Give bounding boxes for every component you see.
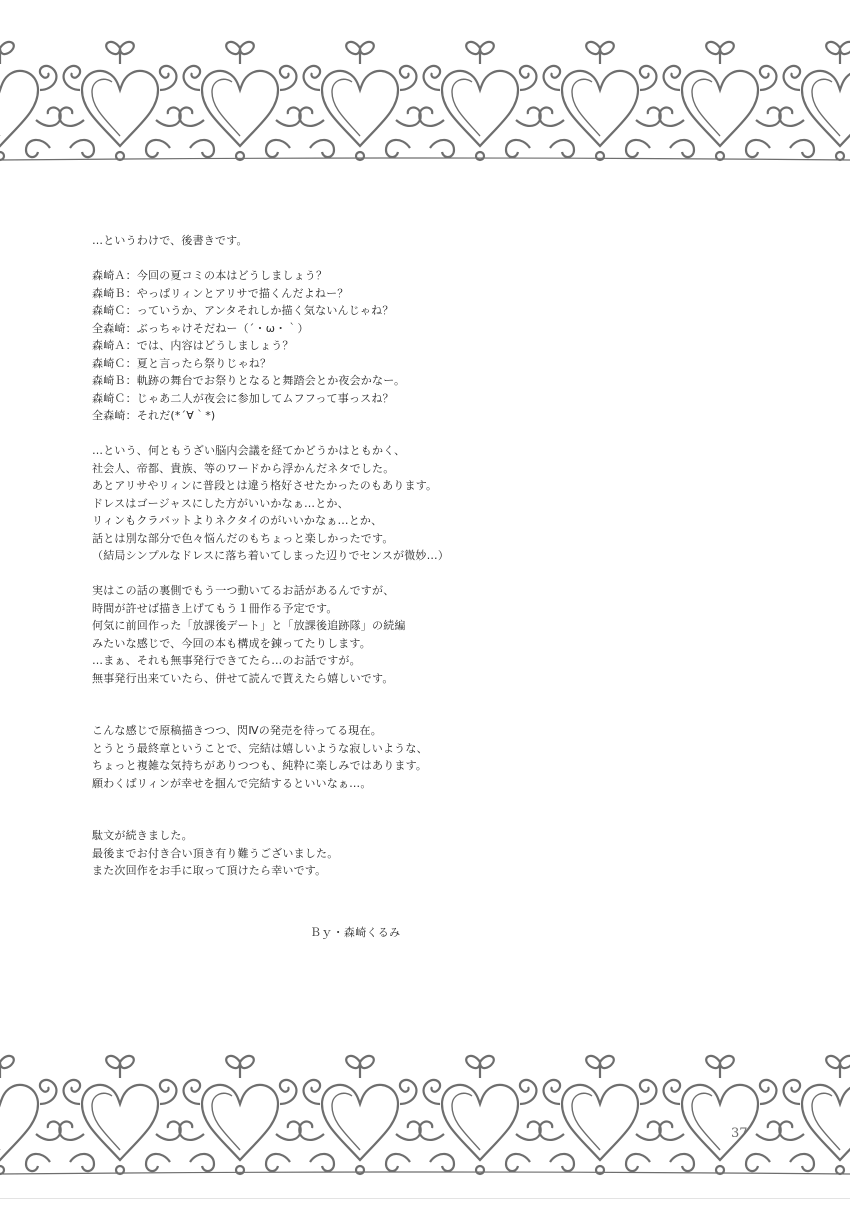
author-byline: Ｂｙ・森崎くるみ xyxy=(310,926,401,939)
paragraph-line: 実はこの話の裏側でもう一つ動いてるお話があるんですが、 xyxy=(92,584,395,597)
bottom-lace-border xyxy=(0,1042,850,1177)
paragraph-line: 無事発行出来ていたら、併せて読んで貰えたら嬉しいです。 xyxy=(92,671,394,685)
paragraph-line: …まぁ、それも無事発行できてたら…のお話ですが。 xyxy=(92,654,361,667)
paragraph-line: 話とは別な部分で色々悩んだのもちょっと楽しかったです。 xyxy=(92,531,394,545)
paragraph-line: 駄文が続きました。 xyxy=(92,829,193,842)
paragraph-line: （結局シンプルなドレスに落ち着いてしまった辺りでセンスが微妙…） xyxy=(92,549,450,562)
paragraph-line: 何気に前回作った「放課後デート」と「放課後追跡隊」の続編 xyxy=(92,619,406,632)
afterword-text xyxy=(92,232,792,880)
paragraph-line: みたいな感じで、今回の本も構成を錬ってたりします。 xyxy=(92,636,371,650)
bottom-divider xyxy=(0,1198,850,1199)
paragraph-4 xyxy=(92,827,792,880)
paragraph-line: こんな感じで原稿描きつつ、閃Ⅳの発売を待ってる現在。 xyxy=(92,724,382,737)
dialogue-line: 森崎Ｂ：軌跡の舞台でお祭りとなると舞踏会とか夜会かなー。 xyxy=(92,374,406,387)
paragraph-line: 社会人、帝都、貴族、等のワードから浮かんだネタでした。 xyxy=(92,461,395,475)
paragraph-3 xyxy=(92,722,792,792)
dialogue-line: 森崎Ａ：では、内容はどうしましょう？ xyxy=(92,339,294,352)
dialogue-line: 全森崎：ぶっちゃけそだねー（´・ω・｀） xyxy=(92,321,309,335)
paragraph-line: …という、何ともうざい脳内会議を経てかどうかはともかく、 xyxy=(92,444,406,457)
paragraph-1 xyxy=(92,442,792,565)
paragraph-line: 時間が許せば描き上げてもう１冊作る予定です。 xyxy=(92,601,338,615)
dialogue-line: 森崎Ａ：今回の夏コミの本はどうしましょう？ xyxy=(92,269,328,282)
dialogue-line: 森崎Ｂ：やっぱリィンとアリサで描くんだよねー？ xyxy=(92,286,349,300)
paragraph-line: 最後までお付き合い頂き有り難うございました。 xyxy=(92,846,339,860)
dialogue-line: 森崎Ｃ：じゃあ二人が夜会に参加してムフフって事っスね？ xyxy=(92,391,394,405)
paragraph-line: 願わくばリィンが幸せを掴んで完結するといいなぁ…。 xyxy=(92,776,372,790)
top-lace-border xyxy=(0,28,850,163)
paragraph-line: また次回作をお手に取って頂けたら幸いです。 xyxy=(92,864,327,877)
dialogue-line: 森崎Ｃ：っていうか、アンタそれしか描く気ないんじゃね？ xyxy=(92,304,394,317)
dialogue-block xyxy=(92,267,792,425)
paragraph-line: リィンもクラバットよりネクタイのがいいかなぁ…とか、 xyxy=(92,514,383,527)
intro-line: …というわけで、後書きです。 xyxy=(92,234,248,247)
paragraph-line: ドレスはゴージャスにした方がいいかなぁ…とか、 xyxy=(92,496,349,510)
paragraph-line: とうとう最終章ということで、完結は嬉しいような寂しいような、 xyxy=(92,741,428,755)
dialogue-line: 森崎Ｃ：夏と言ったら祭りじゃね？ xyxy=(92,356,272,370)
page-number: 37 xyxy=(731,1126,748,1141)
paragraph-line: あとアリサやリィンに普段とは違う格好させたかったのもあります。 xyxy=(92,479,438,492)
paragraph-line: ちょっと複雑な気持ちがありつつも、純粋に楽しみではあります。 xyxy=(92,759,428,772)
paragraph-2 xyxy=(92,582,792,687)
dialogue-line: 全森崎：それだ(*´∀｀*) xyxy=(92,409,216,422)
